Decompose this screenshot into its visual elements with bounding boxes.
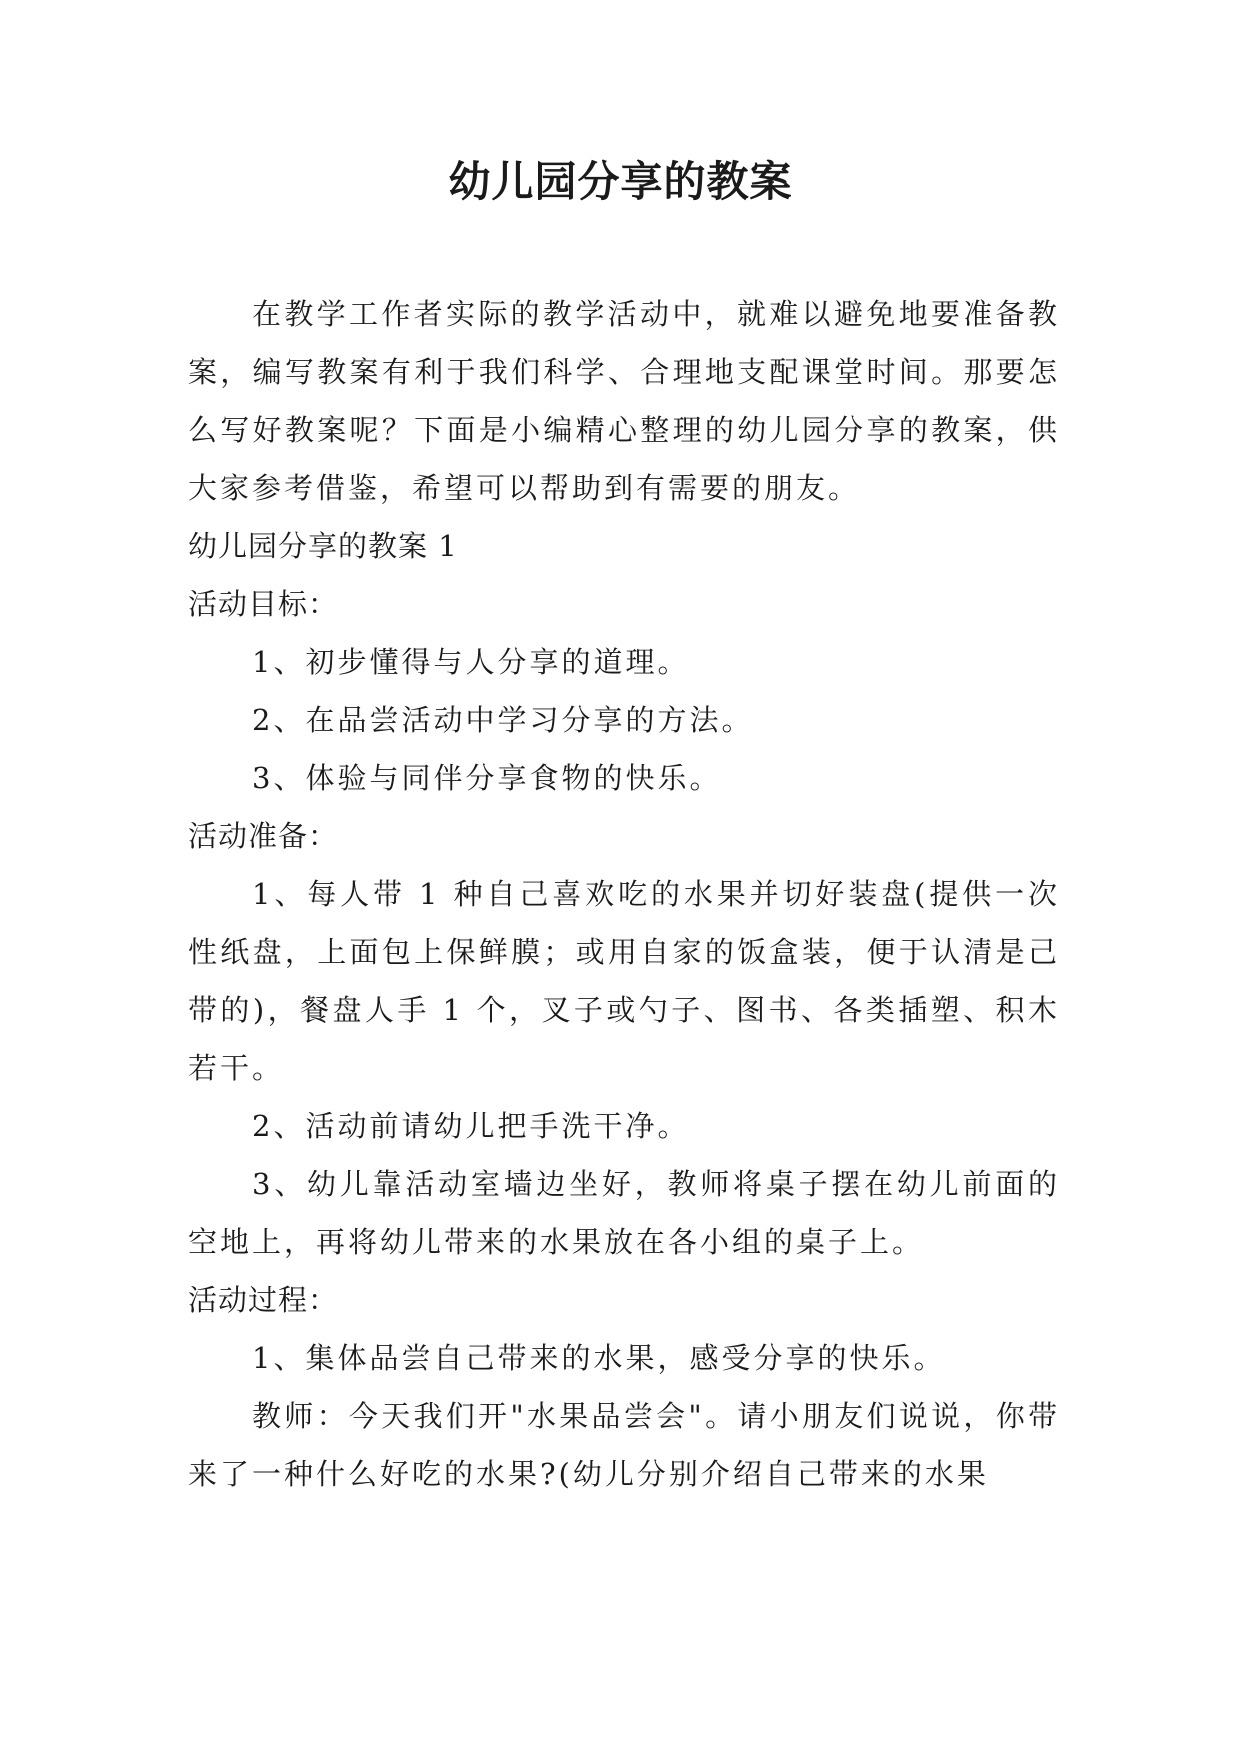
goal-item-3: 3、体验与同伴分享食物的快乐。: [252, 761, 722, 795]
document-body: [188, 285, 1060, 1503]
preparation-label: 活动准备：: [188, 819, 339, 853]
process-item-2: 教师：今天我们开"水果品尝会"。请小朋友们说说，你带来了一种什么好吃的水果?(幼儿分别介绍自己带来的水果: [188, 1399, 1060, 1491]
document-title: 幼儿园分享的教案: [448, 157, 793, 206]
goal-item-2: 2、在品尝活动中学习分享的方法。: [252, 703, 754, 737]
goals-label: 活动目标：: [188, 587, 339, 621]
goal-item-1: 1、初步懂得与人分享的道理。: [252, 645, 690, 679]
intro-paragraph: 在教学工作者实际的教学活动中，就难以避免地要准备教案，编写教案有利于我们科学、合理地支配课堂时间。那要怎么写好教案呢？下面是小编精心整理的幼儿园分享的教案，供大家参考借鉴，希望可以帮助到有需要的朋友。: [188, 297, 1060, 505]
preparation-item-3: 3、幼儿靠活动室墙边坐好，教师将桌子摆在幼儿前面的空地上，再将幼儿带来的水果放在各小组的桌子上。: [188, 1167, 1060, 1259]
section-heading: 幼儿园分享的教案 1: [188, 529, 458, 563]
process-item-1: 1、集体品尝自己带来的水果，感受分享的快乐。: [252, 1341, 946, 1375]
process-label: 活动过程：: [188, 1283, 339, 1317]
preparation-item-1: 1、每人带 1 种自己喜欢吃的水果并切好装盘(提供一次性纸盘，上面包上保鲜膜；或用自家的饭盒装，便于认清是己带的)，餐盘人手 1 个，叉子或勺子、图书、各类插塑、积木若干。: [188, 877, 1060, 1085]
preparation-item-2: 2、活动前请幼儿把手洗干净。: [252, 1109, 690, 1143]
